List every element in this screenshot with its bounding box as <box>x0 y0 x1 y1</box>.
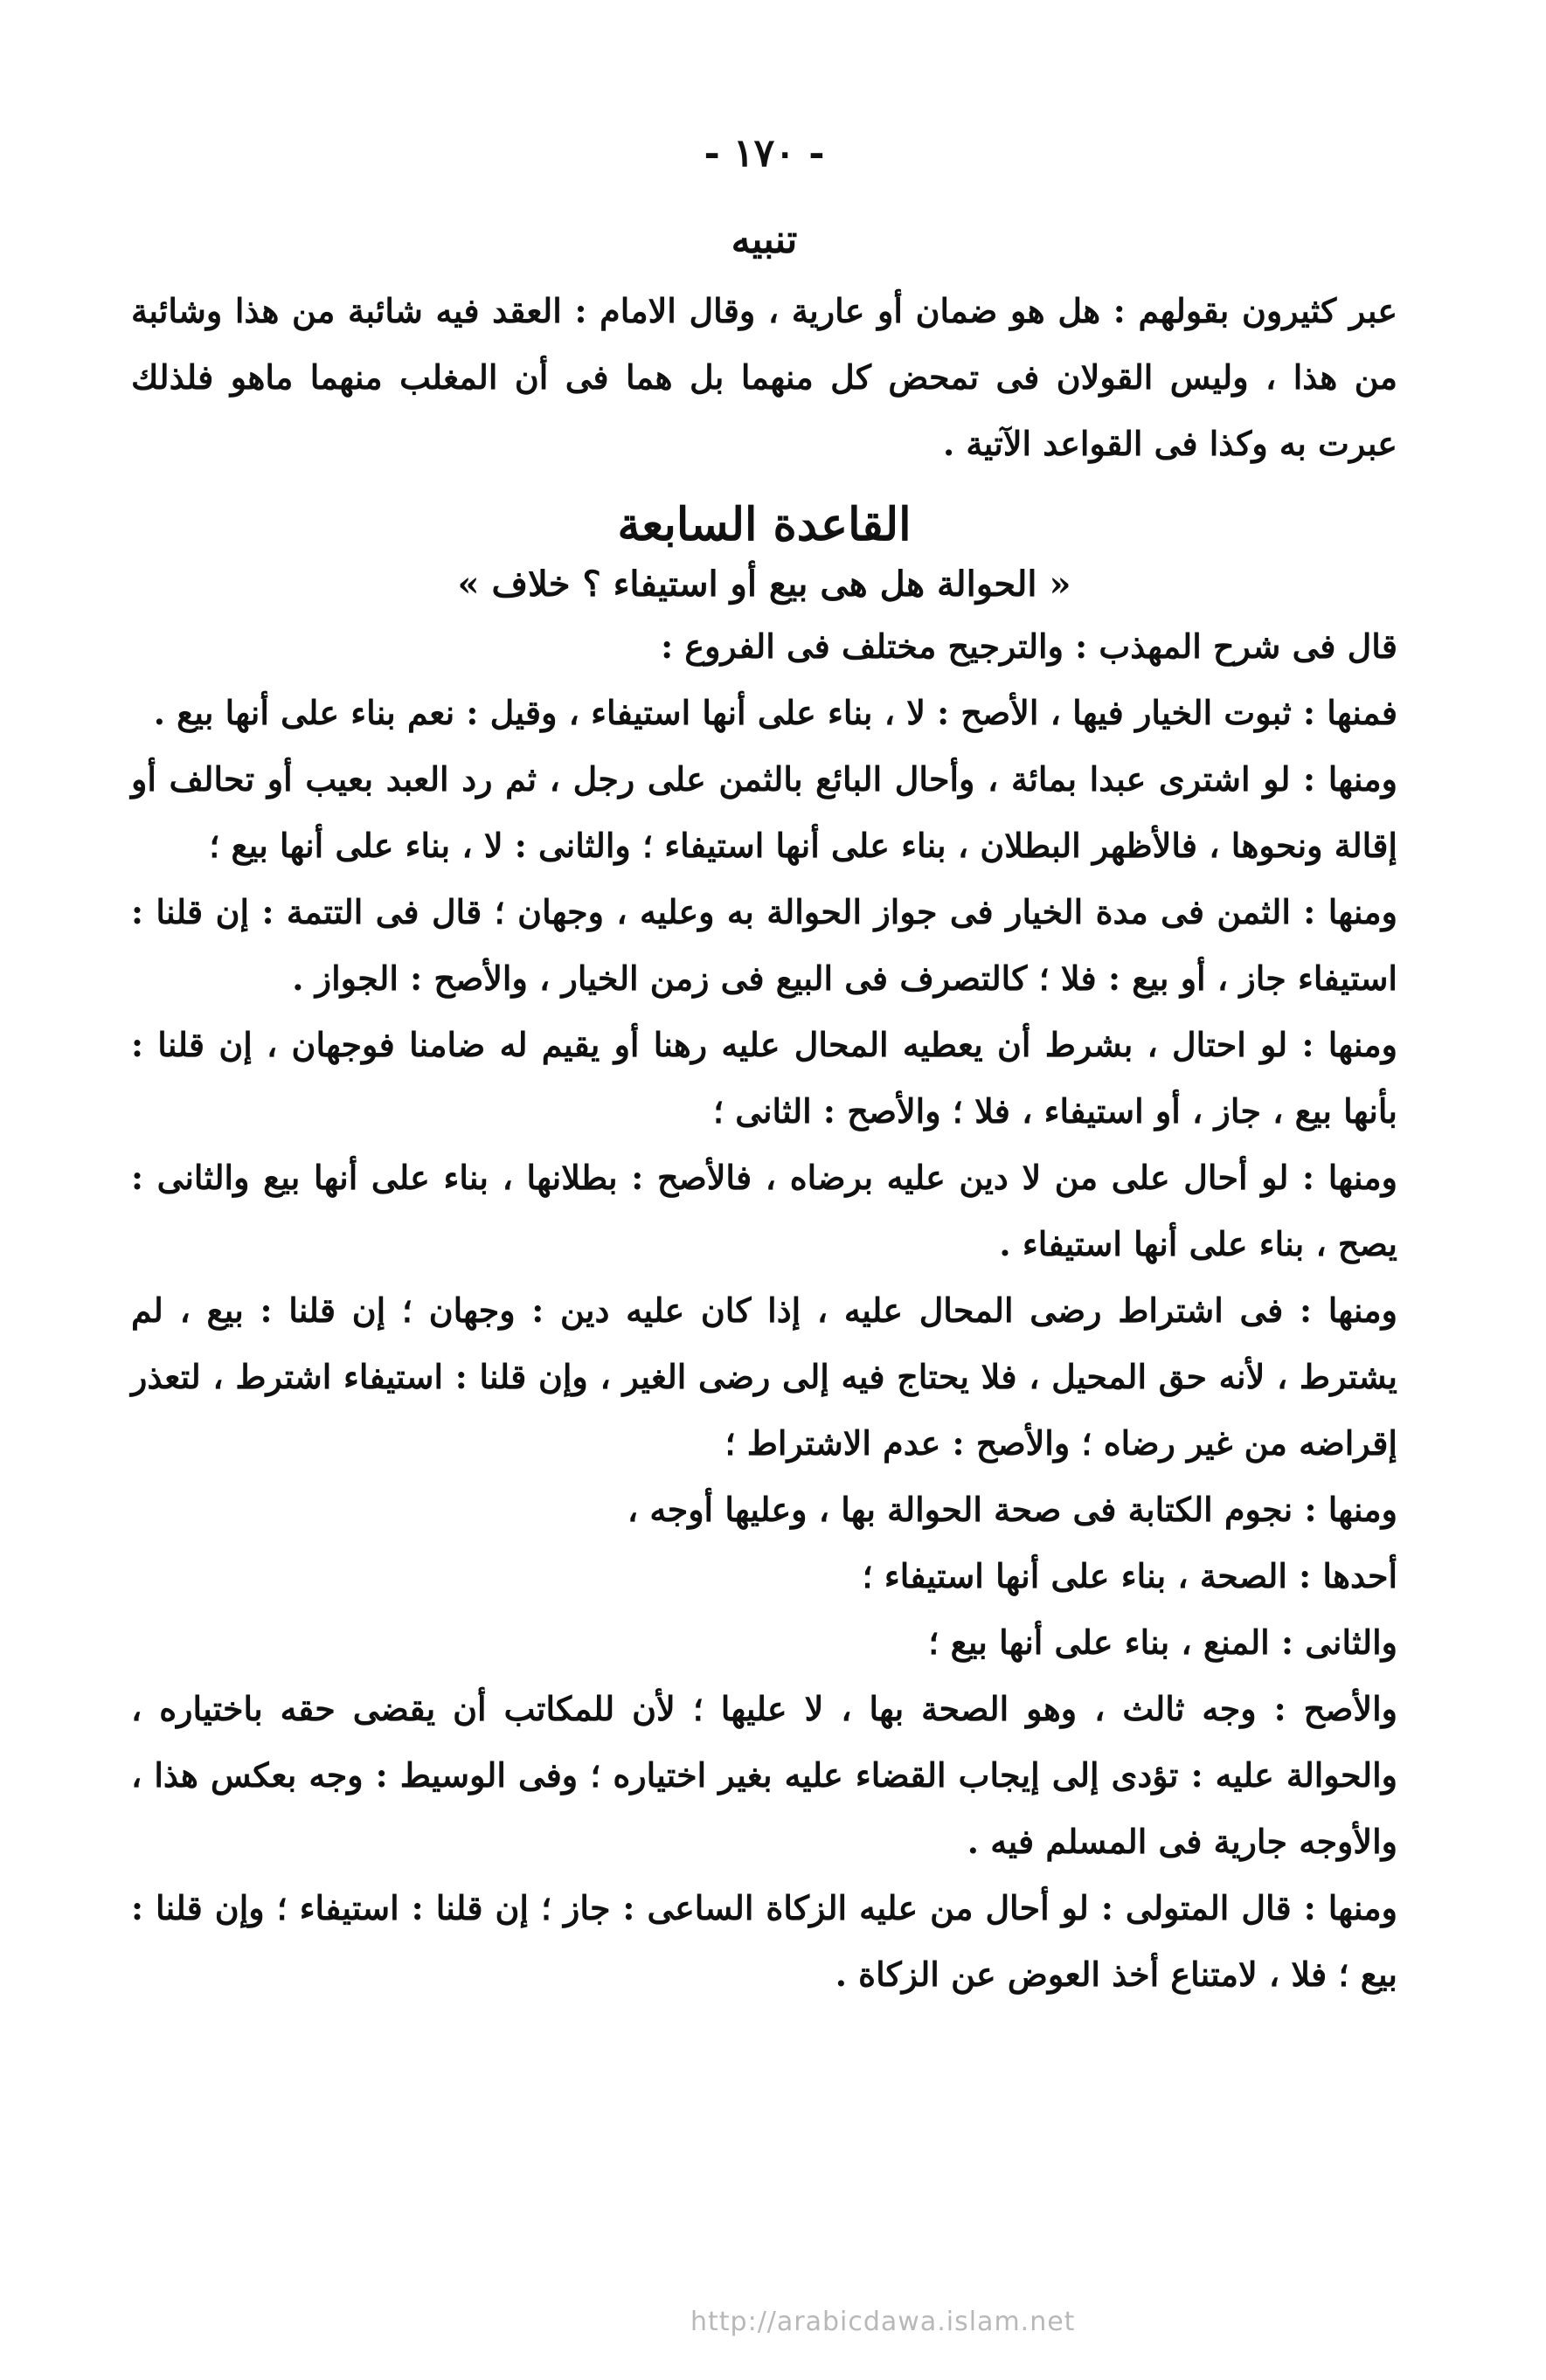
body-paragraph: ومنها : الثمن فى مدة الخيار فى جواز الحوالة به وعليه ، وجهان ؛ قال فى التتمة : إن قلنا : استيفاء جاز ، أو بيع : فلا ؛ كالتصرف فى البيع فى زمن الخيار ، والأصح : الجواز . <box>131 892 1397 998</box>
body-paragraph: فمنها : ثبوت الخيار فيها ، الأصح : لا ، بناء على أنها استيفاء ، وقيل : نعم بناء على أنها بيع . <box>153 693 1397 732</box>
page-number: - ١٧٠ - <box>704 131 825 176</box>
body-paragraph: أحدها : الصحة ، بناء على أنها استيفاء ؛ <box>862 1556 1397 1595</box>
rule-heading: القاعدة السابعة <box>617 498 912 551</box>
intro-paragraph: عبر كثيرون بقولهم : هل هو ضمان أو عارية ، وقال الامام : العقد فيه شائبة من هذا وشائبة من هذا ، وليس القولان فى تمحض كل منهما بل هما فى أن المغلب منهما ماهو فلذلك عبرت به وكذا فى القواعد الآتية . <box>131 291 1397 463</box>
body-paragraph: ومنها : لو احتال ، بشرط أن يعطيه المحال عليه رهنا أو يقيم له ضامنا فوجهان ، إن قلنا : بأنها بيع ، جاز ، أو استيفاء ، فلا ؛ والأصح : الثانى ؛ <box>131 1025 1397 1131</box>
section-heading-note: تنبيه <box>731 218 798 262</box>
body-paragraph: والثانى : المنع ، بناء على أنها بيع ؛ <box>928 1622 1397 1662</box>
body-paragraph: ومنها : فى اشتراط رضى المحال عليه ، إذا كان عليه دين : وجهان ؛ إن قلنا : بيع ، لم يشترط ، لأنه حق المحيل ، فلا يحتاج فيه إلى رضى الغير ، وإن قلنا : استيفاء اشترط ، لتعذر إقراضه من غير رضاه ؛ والأصح : عدم الاشتراط ؛ <box>131 1290 1397 1463</box>
body-paragraph: ومنها : لو أحال على من لا دين عليه برضاه ، فالأصح : بطلانها ، بناء على أنها بيع والثانى : يصح ، بناء على أنها استيفاء . <box>131 1158 1397 1263</box>
body-paragraph: ومنها : لو اشترى عبدا بمائة ، وأحال البائع بالثمن على رجل ، ثم رد العبد بعيب أو تحالف أو إقالة ونحوها ، فالأظهر البطلان ، بناء على أنها استيفاء ؛ والثانى : لا ، بناء على أنها بيع ؛ <box>131 759 1397 865</box>
body-paragraph: والأصح : وجه ثالث ، وهو الصحة بها ، لا عليها ؛ لأن للمكاتب أن يقضى حقه باختياره ، والحوالة عليه : تؤدى إلى إيجاب القضاء عليه بغير اختياره ؛ وفى الوسيط : وجه بعكس هذا ، والأوجه جارية فى المسلم فيه . <box>131 1689 1397 1861</box>
watermark-url: http://arabicdawa.islam.net <box>690 2307 1076 2337</box>
body-paragraph: قال فى شرح المهذب : والترجيح مختلف فى الفروع : <box>661 626 1397 666</box>
body-paragraph: ومنها : قال المتولى : لو أحال من عليه الزكاة الساعى : جاز ؛ إن قلنا : استيفاء ؛ وإن قلنا : بيع ؛ فلا ، لامتناع أخذ العوض عن الزكاة . <box>131 1888 1397 1994</box>
body-paragraph: ومنها : نجوم الكتابة فى صحة الحوالة بها ، وعليها أوجه ، <box>627 1490 1397 1529</box>
rule-subheading: « الحوالة هل هى بيع أو استيفاء ؟ خلاف » <box>457 564 1071 605</box>
